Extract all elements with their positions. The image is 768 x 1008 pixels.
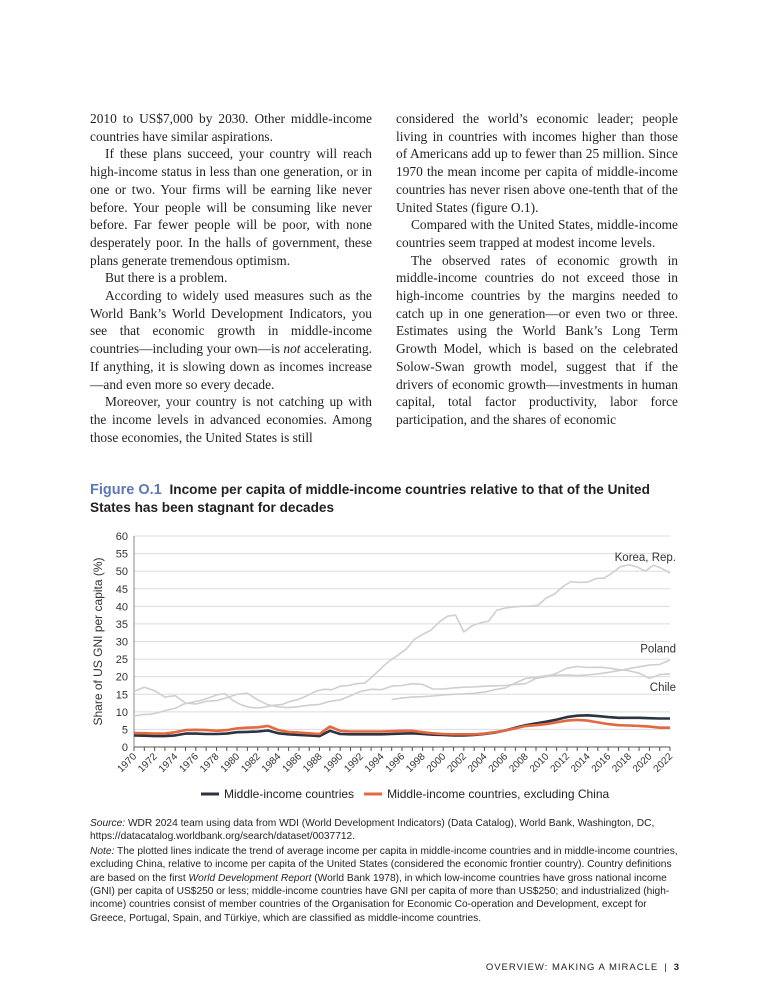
- figure-notes: [90, 817, 682, 926]
- source-text: WDR 2024 team using data from WDI (World Development Indicators) (Data Catalog), World Bank, Washington, DC, https://datacatalog.worldbank.org/search/dataset/0037712.: [90, 818, 655, 843]
- y-tick-label: 30: [115, 636, 128, 649]
- body-text-left-column: [90, 110, 372, 446]
- x-tick-label: 1998: [404, 751, 428, 775]
- line-chart: [86, 526, 686, 816]
- y-tick-label: 45: [115, 583, 128, 596]
- y-tick-label: 60: [115, 531, 128, 543]
- y-tick-label: 5: [121, 724, 128, 737]
- x-tick-label: 1992: [342, 751, 366, 775]
- paragraph: If these plans succeed, your country will reach high-income status in less than one generation, or in one or two. Your firms will be earning like never before. Your people will be consuming like never before. Far fewer people will be poor, with none desperately poor. In the halls of government, these plans generate tremendous optimism.: [90, 146, 372, 268]
- footer-separator: |: [664, 962, 668, 973]
- x-tick-label: 2022: [651, 751, 676, 775]
- x-tick-label: 2012: [548, 751, 573, 775]
- x-tick-label: 2010: [527, 751, 552, 775]
- paragraph-text: According to widely used measures such as the World Bank’s World Development Indicators, you see that economic growth in middle-income countries—including your own—is: [90, 288, 372, 357]
- paragraph-text: accelerating. If anything, it is slowing down as incomes increase—and even more so every decade.: [90, 341, 372, 392]
- paragraph: The observed rates of economic growth in middle-income countries do not exceed those in high-income countries by the margins needed to catch up in one generation—or even two or three. Estimates using the World Bank’s Long Term Growth Model, which is based on the celebrated Solow-Swan growth model, suggest that if the drivers of economic growth—investments in human capital, total factor productivity, labor force participation, and the shares of economic: [396, 252, 678, 427]
- x-tick-label: 2004: [466, 751, 490, 775]
- y-axis-label: Share of US GNI per capita (%): [91, 557, 105, 726]
- emphasis-text: not: [283, 341, 301, 357]
- y-tick-label: 0: [121, 742, 128, 754]
- y-tick-label: 55: [115, 548, 128, 561]
- note-text: (World Bank 1978), in which low-income countries have gross national income (GNI) per capita of US$250 or less; middle-income countries have GNI per capita of more than US$250; and industrialized (high-income) countries consist of member countries of the Organisation for Economic Co-operation and Development, except for Greece, Portugal, Spain, and Türkiye, which are classified as middle-income countries.: [90, 872, 670, 924]
- x-tick-label: 1988: [301, 751, 325, 775]
- paragraph: Moreover, your country is not catching up with the income levels in advanced economies. Among those economies, the United States is still: [90, 394, 372, 445]
- y-tick-label: 15: [115, 689, 128, 702]
- x-tick-label: 2018: [610, 751, 634, 775]
- note: [90, 845, 682, 925]
- paragraph: [90, 287, 372, 393]
- body-text-right-column: [396, 110, 678, 429]
- y-tick-label: 10: [115, 706, 128, 719]
- paragraph: But there is a problem.: [105, 270, 228, 286]
- legend-label: Middle-income countries: [224, 787, 355, 801]
- x-tick-label: 1978: [198, 751, 222, 775]
- page-footer: [486, 962, 680, 973]
- series-annotation: Chile: [649, 682, 676, 695]
- note-label: Note:: [90, 845, 115, 857]
- x-tick-label: 1990: [321, 751, 346, 775]
- legend-label: Middle-income countries, excluding China: [387, 787, 610, 801]
- paragraph: considered the world’s economic leader; people living in countries with incomes higher than those of Americans add up to fewer than 25 million. Since 1970 the mean income per capita of middle-income countries has never risen above one-tenth that of the United States (figure O.1).: [396, 111, 678, 215]
- figure-number: Figure O.1: [90, 482, 162, 498]
- figure-caption: Income per capita of middle-income countries relative to that of the United States has been stagnant for decades: [90, 482, 650, 515]
- x-tick-label: 1974: [156, 751, 181, 775]
- note-text: The plotted lines indicate the trend of average income per capita in middle-income countries and in middle-income countries, excluding China, relative to income per capita of the United States (considered the economic frontier country). Country definitions are based on the first: [90, 845, 678, 884]
- x-tick-label: 2016: [589, 751, 614, 775]
- paragraph: Compared with the United States, middle-income countries seem trapped at modest income levels.: [396, 217, 678, 250]
- note-emphasis: World Development Report: [188, 872, 312, 884]
- x-tick-label: 1976: [177, 751, 201, 775]
- x-tick-label: 1980: [218, 751, 243, 775]
- y-tick-label: 35: [115, 618, 128, 631]
- x-tick-label: 2020: [630, 751, 655, 775]
- y-tick-label: 25: [115, 654, 128, 667]
- x-tick-label: 1994: [362, 751, 387, 775]
- series-annotation: Poland: [640, 643, 676, 656]
- x-tick-label: 1982: [239, 751, 263, 775]
- y-tick-label: 20: [115, 671, 128, 684]
- series-annotation: Korea, Rep.: [614, 552, 676, 565]
- paragraph: 2010 to US$7,000 by 2030. Other middle-income countries have similar aspirations.: [90, 111, 372, 144]
- x-tick-label: 2002: [445, 751, 469, 775]
- series-line-poland: [392, 660, 670, 699]
- x-tick-label: 2000: [424, 751, 449, 775]
- x-tick-label: 1984: [259, 751, 284, 775]
- page-number: 3: [673, 962, 680, 973]
- x-tick-label: 1996: [383, 751, 408, 775]
- series-line-middle-income-countries: [134, 715, 670, 736]
- x-tick-label: 2006: [486, 751, 511, 775]
- source-label: Source:: [90, 818, 126, 829]
- x-tick-label: 2014: [569, 751, 593, 775]
- x-tick-label: 2008: [507, 751, 531, 775]
- running-head: OVERVIEW: MAKING A MIRACLE: [485, 962, 659, 973]
- series-line-korea-rep: [134, 565, 670, 716]
- source-note: [90, 817, 682, 844]
- x-tick-label: 1972: [136, 751, 160, 775]
- x-tick-label: 1986: [280, 751, 305, 775]
- y-tick-label: 40: [115, 601, 128, 614]
- figure-title: [90, 481, 690, 517]
- series-line-middle-income-countries-excluding-china: [134, 720, 670, 734]
- x-tick-label: 1970: [115, 751, 140, 775]
- y-tick-label: 50: [115, 566, 128, 579]
- series-line-chile: [134, 667, 670, 708]
